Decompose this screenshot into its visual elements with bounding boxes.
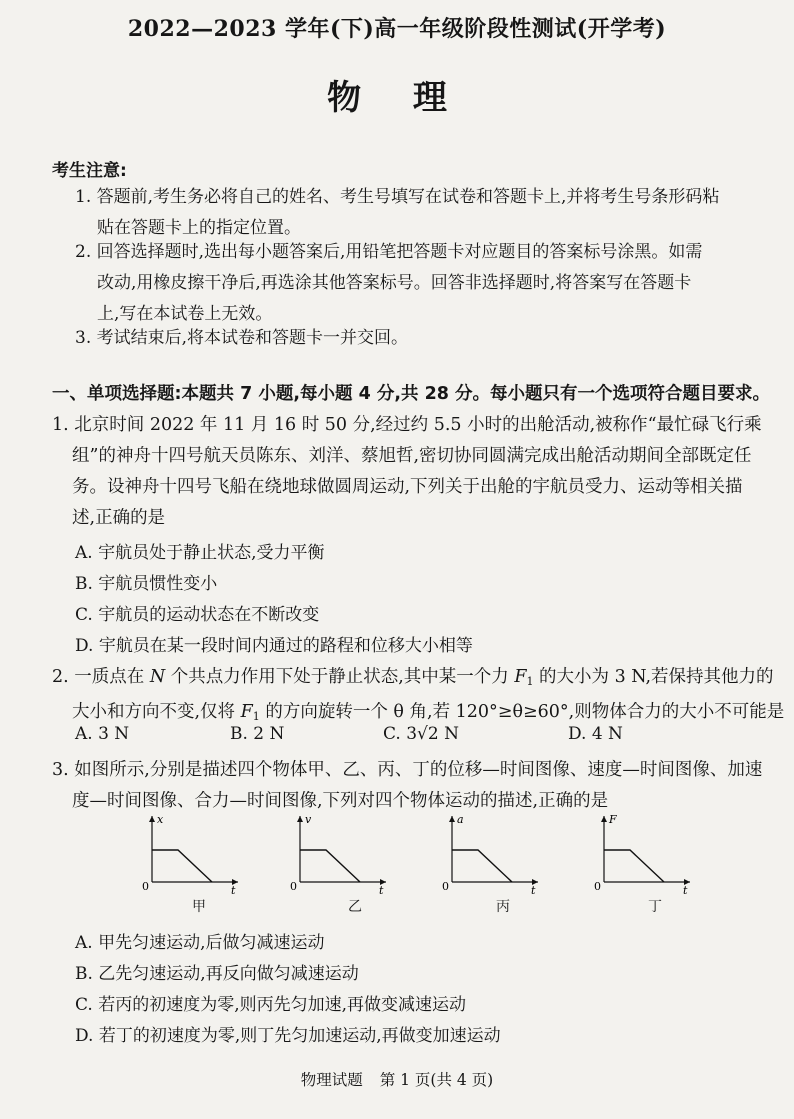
q1-option-c: C. 宇航员的运动状态在不断改变	[75, 605, 320, 625]
q2-option-b: B. 2 N	[230, 724, 285, 744]
svg-text:t: t	[531, 884, 536, 895]
page-footer	[0, 1068, 794, 1090]
question-2-stem: 2. 一质点在 N 个共点力作用下处于静止状态,其中某一个力 $F_1$ 的大小为 3 N,若保持其他力的 大小和方向不变,仅将 $F_1$ 的方向旋转一个 θ 角,若 120°≥θ≥60°,则物体合力的大小不可能是	[52, 667, 785, 723]
exam-title: 2022—2023 学年(下)高一年级阶段性测试(开学考)	[127, 16, 667, 42]
svg-text:t: t	[683, 884, 688, 895]
question-1-stem: 1. 北京时间 2022 年 11 月 16 时 50 分,经过约 5.5 小时的出舱活动,被称作“最忙碌飞行乘 组”的神舟十四号航天员陈东、刘洋、蔡旭哲,密切协同圆满完成出舱活动期间全部既定任 务。设神舟十四号飞船在绕地球做圆周运动,下列关于出舱的宇航员受力、运动等相关描 述,正确的是	[52, 415, 762, 528]
svg-text:a: a	[457, 813, 464, 826]
q3-option-c: C. 若丙的初速度为零,则丙先匀加速,再做变减速运动	[75, 995, 467, 1015]
graph-yi: v t 0 乙	[278, 810, 388, 920]
svg-text:0: 0	[142, 880, 149, 893]
svg-text:0: 0	[442, 880, 449, 893]
svg-text:0: 0	[290, 880, 297, 893]
q1-option-b: B. 宇航员惯性变小	[75, 574, 218, 594]
notice-title: 考生注意:	[52, 161, 127, 181]
svg-text:0: 0	[594, 880, 601, 893]
graph-bing: a t 0 丙	[430, 810, 540, 920]
notice-item-2: 2. 回答选择题时,选出每小题答案后,用铅笔把答题卡对应题目的答案标号涂黑。如需 改动,用橡皮擦干净后,再选涂其他答案标号。回答非选择题时,将答案写在答题卡 上,写在本试卷上无效。	[75, 242, 703, 324]
svg-text:t: t	[379, 884, 384, 895]
q2-option-c: C. 3√2 N	[383, 724, 459, 744]
svg-text:t: t	[231, 884, 236, 895]
subject-title: 物 理	[327, 78, 467, 118]
notice-item-1: 1. 答题前,考生务必将自己的姓名、考生号填写在试卷和答题卡上,并将考生号条形码粘 贴在答题卡上的指定位置。	[75, 187, 720, 238]
svg-text:x: x	[157, 813, 164, 826]
q1-option-a: A. 宇航员处于静止状态,受力平衡	[75, 543, 325, 563]
graph-ding: F t 0 丁	[582, 810, 692, 920]
footer-subject: 物理试题	[300, 1071, 363, 1089]
section-heading: 一、单项选择题:本题共 7 小题,每小题 4 分,共 28 分。每小题只有一个选项符合题目要求。	[52, 384, 771, 404]
notice-item-3: 3. 考试结束后,将本试卷和答题卡一并交回。	[75, 328, 409, 348]
footer-page-number: 第 1 页(共 4 页)	[379, 1071, 494, 1089]
question-3-stem: 3. 如图所示,分别是描述四个物体甲、乙、丙、丁的位移—时间图像、速度—时间图像、加速 度—时间图像、合力—时间图像,下列对四个物体运动的描述,正确的是	[52, 760, 763, 811]
q2-option-d: D. 4 N	[568, 724, 623, 744]
svg-text:F: F	[609, 813, 617, 826]
q1-option-d: D. 宇航员在某一段时间内通过的路程和位移大小相等	[75, 636, 473, 656]
q3-option-b: B. 乙先匀速运动,再反向做匀减速运动	[75, 964, 359, 984]
motion-graphs	[130, 810, 688, 920]
q2-option-a: A. 3 N	[75, 724, 130, 744]
q3-option-d: D. 若丁的初速度为零,则丁先匀加速运动,再做变加速运动	[75, 1026, 501, 1046]
q3-option-a: A. 甲先匀速运动,后做匀减速运动	[75, 933, 325, 953]
svg-text:v: v	[305, 813, 312, 826]
graph-jia: x t 0 甲	[130, 810, 240, 920]
